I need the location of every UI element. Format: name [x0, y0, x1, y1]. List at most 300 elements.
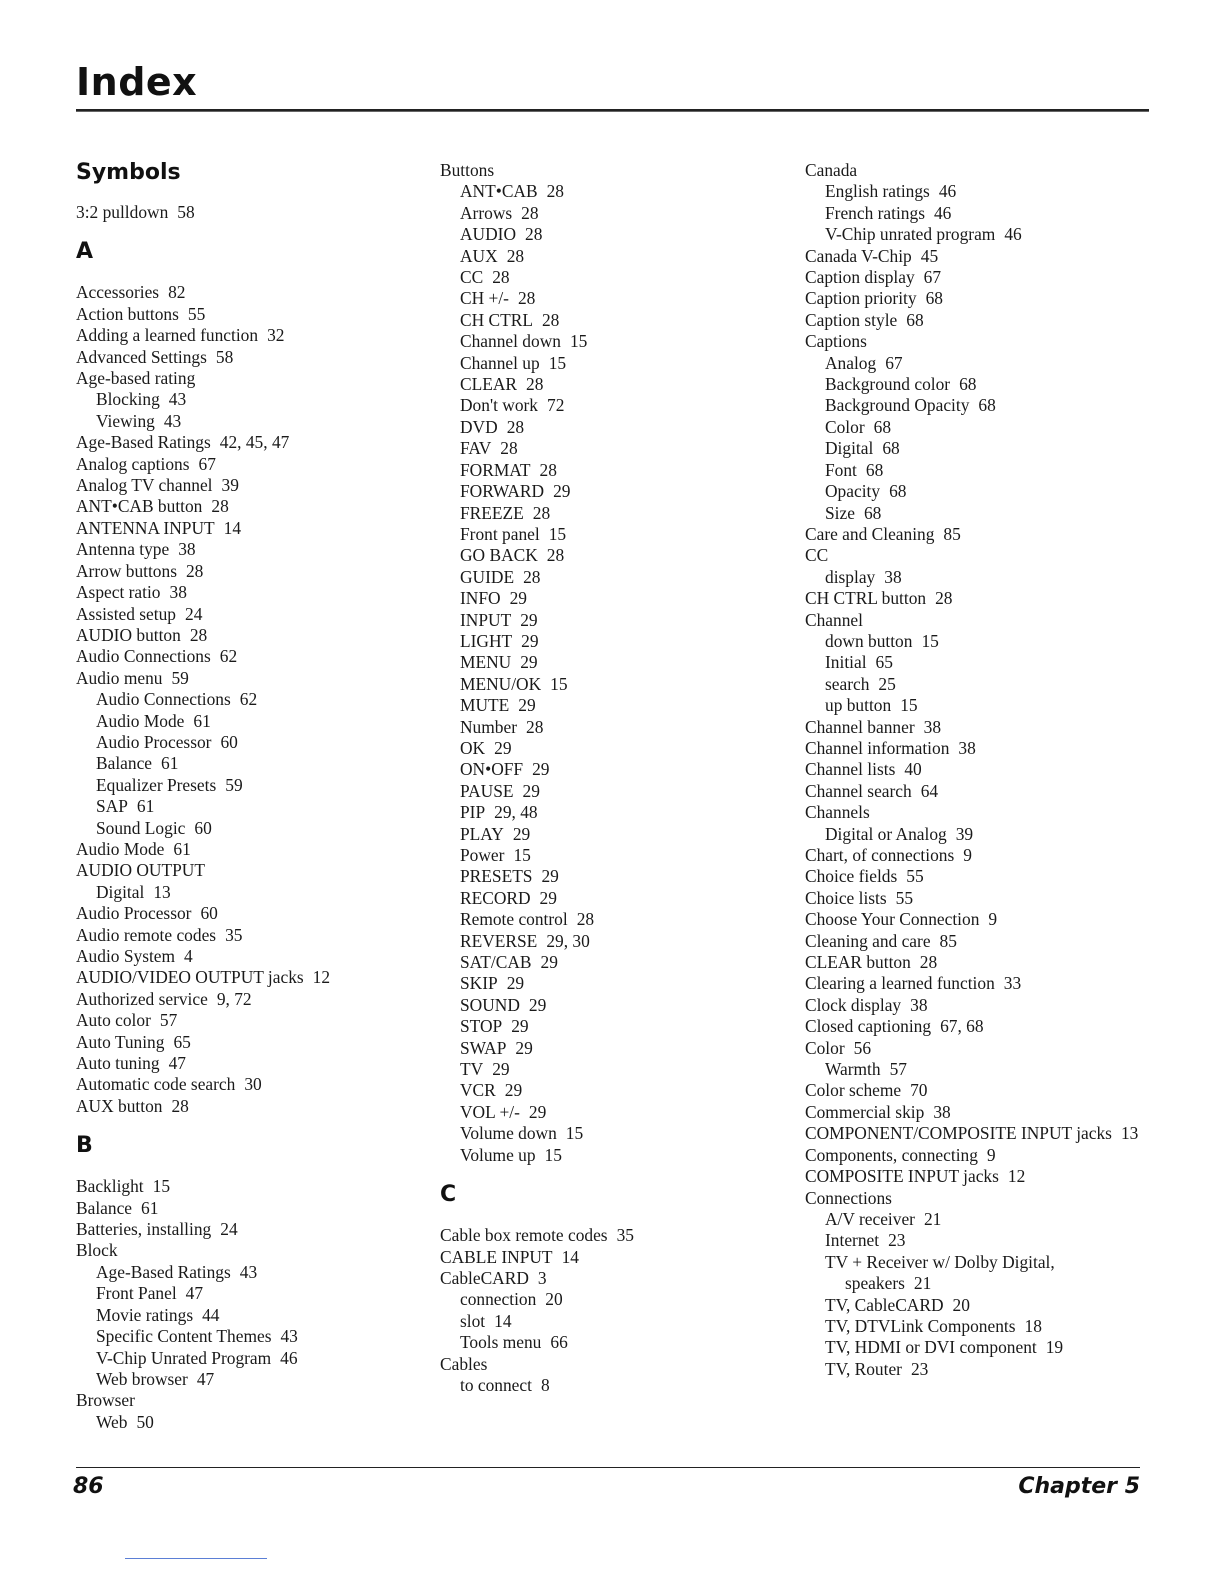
index-term: Volume up: [460, 1144, 536, 1165]
index-subentry: [440, 1038, 790, 1059]
page-reference: 28: [526, 374, 544, 395]
index-term: FREEZE: [460, 502, 524, 523]
index-term: English ratings: [825, 181, 930, 202]
index-entry: [76, 925, 426, 946]
index-term: CLEAR: [460, 374, 518, 395]
index-entry: [805, 952, 1145, 973]
index-term: PRESETS: [460, 866, 533, 887]
page-reference: 29: [540, 952, 558, 973]
page-reference: 29: [492, 1059, 510, 1080]
page-reference: 85: [939, 930, 957, 951]
index-term: Audio Processor: [76, 903, 192, 924]
index-term: Channel lists: [805, 759, 896, 780]
page-reference: 29: [511, 1016, 529, 1037]
page-reference: 28: [526, 716, 544, 737]
index-subentry: [76, 1412, 426, 1433]
page-reference: 29: [494, 737, 512, 758]
page-reference: 28: [500, 438, 518, 459]
index-entry: [805, 759, 1145, 780]
index-term: TV + Receiver w/ Dolby Digital, speakers: [825, 1251, 1055, 1294]
index-entry: [76, 304, 426, 325]
index-term: Backlight: [76, 1176, 144, 1197]
page-reference: 57: [889, 1059, 907, 1080]
index-subentry: [440, 1123, 790, 1144]
index-term: Block: [76, 1240, 118, 1261]
page-reference: 29: [509, 588, 527, 609]
index-entry: [805, 888, 1145, 909]
page-reference: 28: [546, 181, 564, 202]
page-reference: 38: [933, 1101, 951, 1122]
page-reference: 9: [986, 1144, 996, 1165]
index-term: Web: [96, 1411, 128, 1432]
page-reference: 30: [244, 1074, 262, 1095]
index-term: Sound Logic: [96, 817, 186, 838]
page-reference: 35: [616, 1225, 634, 1246]
page-reference: 14: [494, 1310, 512, 1331]
page-reference: 24: [185, 603, 203, 624]
page-reference: 61: [141, 1197, 159, 1218]
page-reference: 38: [923, 716, 942, 737]
page-reference: 68: [906, 309, 924, 330]
page-reference: 15: [513, 845, 531, 865]
index-term: Channel search: [805, 780, 912, 801]
page-reference: 55: [895, 887, 914, 908]
index-subentry: [805, 224, 1145, 245]
index-term: GUIDE: [460, 566, 515, 587]
index-entry: [805, 610, 1145, 631]
index-subentry: [440, 845, 790, 866]
index-entry: [76, 604, 426, 625]
index-subentry: [440, 695, 790, 716]
page-reference: 28: [211, 496, 229, 517]
page-reference: 62: [239, 689, 258, 710]
page-reference: 28: [521, 202, 539, 223]
index-term: Audio Mode: [76, 838, 165, 859]
index-term: Digital: [825, 438, 874, 459]
index-term: Accessories: [76, 282, 160, 303]
index-subentry: [440, 952, 790, 973]
page-reference: 39: [221, 475, 239, 496]
page-reference: 35: [225, 924, 243, 945]
index-subentry: [76, 411, 426, 432]
index-entry: [76, 967, 426, 988]
page-reference: 50: [136, 1411, 154, 1432]
index-subentry: [440, 545, 790, 566]
index-term: CH CTRL: [460, 309, 533, 330]
page-reference: 28: [546, 545, 565, 566]
page-reference: 43: [239, 1261, 258, 1282]
index-subentry: [805, 567, 1145, 588]
index-term: Initial: [825, 652, 867, 673]
page-reference: 45: [920, 245, 939, 266]
index-term: Action buttons: [76, 303, 179, 324]
page-reference: 38: [884, 566, 902, 587]
index-subentry: [440, 888, 790, 909]
page-reference: 43: [163, 410, 182, 431]
index-entry: [805, 1038, 1145, 1059]
section-heading: C: [440, 1182, 457, 1208]
index-term: Choice lists: [805, 887, 887, 908]
index-subentry: [440, 203, 790, 224]
index-subentry: [440, 824, 790, 845]
page-reference: 20: [952, 1294, 970, 1315]
index-term: Age-based rating: [76, 368, 196, 389]
index-entry: [76, 1219, 426, 1240]
page-reference: 28: [506, 245, 525, 266]
index-term: MUTE: [460, 695, 510, 716]
index-term: TV, DTVLink Components: [825, 1315, 1016, 1336]
page-reference: 61: [161, 753, 179, 774]
page-reference: 14: [223, 517, 242, 538]
index-term: Movie ratings: [96, 1304, 194, 1325]
page-reference: 23: [910, 1358, 929, 1379]
index-subentry: [440, 331, 790, 352]
page-reference: 67: [885, 352, 903, 373]
page-reference: 68: [882, 438, 900, 459]
page-reference: 28: [576, 909, 595, 930]
page-reference: 29: [504, 1080, 523, 1101]
index-subentry: [805, 1230, 1145, 1251]
page-reference: 14: [561, 1246, 579, 1267]
index-term: Balance: [76, 1197, 133, 1218]
index-entry: [440, 160, 790, 181]
index-entry: [76, 347, 426, 368]
index-term: SAT/CAB: [460, 952, 532, 973]
index-term: Remote control: [460, 909, 568, 930]
index-subentry: [440, 181, 790, 202]
page-reference: 29: [528, 1101, 547, 1122]
page-reference: 64: [920, 780, 939, 801]
index-subentry: [440, 717, 790, 738]
index-entry: [440, 1247, 790, 1268]
index-subentry: [440, 460, 790, 481]
index-term: TV, Router: [825, 1358, 902, 1379]
index-term: Internet: [825, 1230, 880, 1251]
index-term: Analog captions: [76, 453, 190, 474]
page-reference: 29, 48: [494, 802, 538, 823]
index-entry: [76, 1053, 426, 1074]
index-subentry: [440, 524, 790, 545]
index-entry: [76, 454, 426, 475]
index-term: Automatic code search: [76, 1074, 236, 1095]
index-entry: [805, 588, 1145, 609]
index-subentry: [440, 246, 790, 267]
page-reference: 61: [173, 838, 191, 859]
index-entry: [76, 1240, 426, 1261]
index-subentry: [440, 1102, 790, 1123]
index-entry: [805, 1016, 1145, 1037]
index-subentry: [805, 1209, 1145, 1230]
index-column-1: [76, 158, 426, 1433]
index-entry: [805, 524, 1145, 545]
index-term: Channel banner: [805, 716, 915, 737]
index-term: Aspect ratio: [76, 582, 161, 603]
page-reference: 29: [522, 780, 540, 801]
page-reference: 28: [919, 952, 938, 973]
index-term: CC: [805, 545, 829, 566]
index-subentry: [76, 732, 426, 753]
page-reference: 38: [169, 582, 187, 603]
index-term: Captions: [805, 331, 867, 352]
index-term: Auto tuning: [76, 1053, 160, 1074]
index-term: A/V receiver: [825, 1208, 915, 1229]
page-reference: 61: [193, 710, 211, 731]
index-subentry: [440, 310, 790, 331]
page-reference: 32: [267, 325, 285, 346]
index-entry: [76, 1074, 426, 1095]
index-term: up button: [825, 695, 892, 716]
index-term: Connections: [805, 1187, 892, 1208]
index-entry: [805, 802, 1145, 823]
index-subentry: [76, 882, 426, 903]
index-term: Digital: [96, 881, 145, 902]
index-term: display: [825, 566, 876, 587]
index-term: FORMAT: [460, 459, 531, 480]
index-entry: [76, 496, 426, 517]
index-term: Front panel: [460, 523, 540, 544]
page-reference: 58: [177, 202, 195, 222]
index-subentry: [440, 288, 790, 309]
page-reference: 28: [935, 588, 953, 609]
index-subentry: [76, 753, 426, 774]
page-reference: 20: [545, 1289, 563, 1310]
index-term: COMPONENT/COMPOSITE INPUT jacks: [805, 1123, 1112, 1144]
index-subentry: [805, 824, 1145, 845]
page-reference: 28: [171, 1095, 189, 1116]
page-reference: 28: [523, 566, 541, 587]
index-term: Cable box remote codes: [440, 1225, 608, 1246]
index-subentry: [440, 438, 790, 459]
index-subentry: [805, 395, 1145, 416]
index-entry: [805, 909, 1145, 930]
index-term: AUDIO button: [76, 624, 181, 645]
index-term: CC: [460, 267, 484, 288]
index-subentry: [805, 1295, 1145, 1316]
index-term: Channel: [805, 609, 863, 630]
index-term: Viewing: [96, 410, 155, 431]
index-subentry: [440, 503, 790, 524]
index-entry: [805, 1145, 1145, 1166]
index-subentry: [440, 567, 790, 588]
index-term: Color: [805, 1037, 845, 1058]
index-subentry: [440, 1289, 790, 1310]
page-reference: 15: [550, 673, 568, 694]
index-term: Care and Cleaning: [805, 523, 935, 544]
page-reference: 29: [541, 866, 559, 887]
index-term: Batteries, installing: [76, 1219, 212, 1240]
page-reference: 28: [541, 309, 560, 330]
page-reference: 23: [888, 1230, 906, 1251]
index-subentry: [440, 267, 790, 288]
index-term: Canada V-Chip: [805, 245, 912, 266]
index-subentry: [805, 181, 1145, 202]
index-term: CLEAR button: [805, 952, 911, 973]
index-term: Arrow buttons: [76, 560, 177, 581]
page-reference: 38: [178, 539, 196, 560]
index-term: Channel information: [805, 737, 950, 758]
index-subentry: [440, 588, 790, 609]
index-subentry: [805, 353, 1145, 374]
index-entry: [805, 1102, 1145, 1123]
page-reference: 44: [202, 1304, 220, 1325]
index-term: RECORD: [460, 887, 531, 908]
index-entry: [76, 1032, 426, 1053]
page-reference: 13: [153, 881, 171, 902]
index-term: Warmth: [825, 1059, 881, 1080]
page-reference: 15: [900, 695, 918, 716]
index-term: Web browser: [96, 1368, 188, 1389]
index-term: Channel up: [460, 352, 540, 373]
index-subentry: [440, 1080, 790, 1101]
index-term: REVERSE: [460, 930, 538, 951]
index-subentry: [76, 689, 426, 710]
index-term: Color: [825, 416, 865, 437]
page-reference: 59: [171, 667, 189, 688]
index-entry: [76, 1198, 426, 1219]
index-entry: [76, 1390, 426, 1411]
page-reference: 68: [863, 502, 882, 523]
page-reference: 28: [539, 459, 557, 480]
index-term: connection: [460, 1289, 537, 1310]
page-reference: 15: [569, 331, 588, 352]
index-subentry: [440, 738, 790, 759]
index-term: TV, HDMI or DVI component: [825, 1337, 1037, 1358]
index-subentry: [440, 802, 790, 823]
index-subentry: [440, 395, 790, 416]
index-term: down button: [825, 630, 913, 651]
page-reference: 15: [565, 1123, 584, 1144]
page-reference: 15: [921, 630, 939, 651]
index-subentry: [76, 389, 426, 410]
index-entry: [76, 202, 426, 223]
page-reference: 3: [537, 1267, 547, 1288]
index-entry: [805, 738, 1145, 759]
index-column-3: [805, 160, 1145, 1380]
index-term: Color scheme: [805, 1080, 902, 1101]
index-subentry: [805, 503, 1145, 524]
page-reference: 57: [159, 1010, 178, 1031]
index-term: Background Opacity: [825, 395, 970, 416]
index-entry: [805, 246, 1145, 267]
index-subentry: [76, 775, 426, 796]
section-heading: Symbols: [76, 160, 181, 185]
index-subentry: [805, 438, 1145, 459]
index-entry: [76, 432, 426, 453]
index-subentry: [440, 610, 790, 631]
index-term: Chart, of connections: [805, 845, 955, 865]
index-term: Components, connecting: [805, 1144, 978, 1165]
index-subentry: [440, 1016, 790, 1037]
index-term: Specific Content Themes: [96, 1326, 272, 1347]
index-subentry: [76, 711, 426, 732]
index-term: SOUND: [460, 994, 520, 1015]
index-term: Advanced Settings: [76, 346, 207, 367]
index-term: MENU: [460, 652, 512, 673]
page-reference: 29: [539, 887, 557, 908]
index-subentry: [805, 481, 1145, 502]
index-subentry: [76, 818, 426, 839]
index-term: Balance: [96, 753, 153, 774]
index-entry: [76, 561, 426, 582]
index-term: Tools menu: [460, 1332, 542, 1353]
index-entry: [440, 1225, 790, 1246]
index-term: Don't work: [460, 395, 539, 416]
index-subentry: [440, 759, 790, 780]
index-term: OK: [460, 737, 486, 758]
page-reference: 29: [553, 481, 571, 502]
index-term: Caption display: [805, 267, 915, 288]
index-subentry: [440, 631, 790, 652]
index-entry: [440, 1268, 790, 1289]
index-entry: [76, 368, 426, 389]
index-subentry: [805, 1337, 1145, 1358]
index-entry: [76, 1176, 426, 1197]
page-reference: 43: [280, 1326, 298, 1347]
index-entry: [76, 325, 426, 346]
index-term: SAP: [96, 796, 128, 817]
index-entry: [76, 539, 426, 560]
section-heading: B: [76, 1133, 93, 1159]
index-term: DVD: [460, 416, 498, 437]
footer-rule: [76, 1467, 1140, 1468]
index-term: Antenna type: [76, 539, 170, 560]
page-title: Index: [76, 60, 198, 104]
index-term: Adding a learned function: [76, 325, 259, 346]
index-entry: [76, 646, 426, 667]
index-term: Opacity: [825, 481, 881, 502]
index-term: CH +/-: [460, 288, 509, 309]
chapter-label: Chapter 5: [1018, 1474, 1140, 1499]
index-subentry: [805, 1359, 1145, 1380]
page-reference: 60: [200, 903, 218, 924]
index-term: INFO: [460, 588, 501, 609]
index-term: SKIP: [460, 973, 498, 994]
page-reference: 29: [512, 823, 531, 844]
page-reference: 18: [1024, 1315, 1042, 1336]
index-subentry: [440, 481, 790, 502]
index-subentry: [805, 1252, 1145, 1295]
index-subentry: [76, 1369, 426, 1390]
page-reference: 55: [906, 866, 924, 887]
index-subentry: [440, 1059, 790, 1080]
page-reference: 46: [280, 1347, 298, 1368]
index-entry: [805, 160, 1145, 181]
index-subentry: [76, 796, 426, 817]
page-reference: 70: [910, 1080, 928, 1101]
index-term: V-Chip Unrated Program: [96, 1347, 272, 1368]
index-subentry: [805, 1059, 1145, 1080]
page-reference: 68: [978, 395, 996, 416]
page-reference: 67, 68: [940, 1016, 984, 1037]
index-entry: [805, 288, 1145, 309]
index-term: Blocking: [96, 389, 160, 410]
page-reference: 65: [875, 652, 893, 673]
page-reference: 68: [925, 288, 943, 309]
index-term: Authorized service: [76, 988, 208, 1009]
index-entry: [805, 545, 1145, 566]
index-term: PAUSE: [460, 780, 514, 801]
index-subentry: [805, 417, 1145, 438]
page-reference: 68: [889, 481, 907, 502]
index-entry: [440, 1354, 790, 1375]
page-reference: 47: [196, 1368, 215, 1389]
index-term: AUDIO: [460, 224, 517, 245]
index-subentry: [440, 674, 790, 695]
page-reference: 56: [853, 1037, 872, 1058]
index-term: AUX: [460, 245, 498, 266]
page-reference: 46: [938, 181, 957, 202]
page-reference: 12: [1007, 1166, 1026, 1187]
